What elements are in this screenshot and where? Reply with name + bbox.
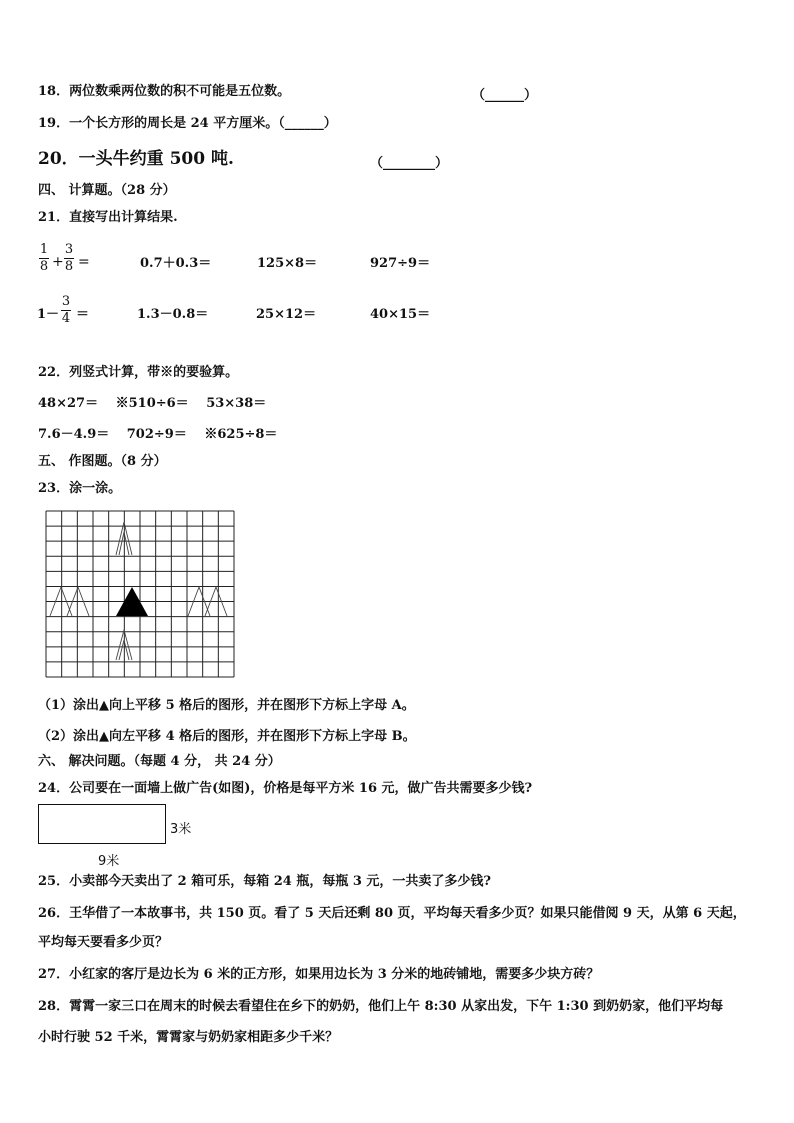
question-23-part-2: （2）涂出▲向左平移 4 格后的图形，并在图形下方标上字母 B。 [38,729,416,744]
fraction-1-8 [39,243,49,274]
question-22-row-1: 48×27＝ ※510÷6＝ 53×38＝ [38,396,267,411]
numerator: 1 [39,242,49,257]
question-22: 22．列竖式计算，带※的要验算。 [38,365,239,380]
expression-927div9: 927÷9＝ [370,256,431,271]
question-23-part-1: （1）涂出▲向上平移 5 格后的图形，并在图形下方标上字母 A。 [38,698,415,713]
question-26-line-1: 26．王华借了一本故事书，共 150 页。看了 5 天后还剩 80 页，平均每天看多少页？如果只能借阅 9 天，从第 6 天起， [38,906,746,921]
numerator: 3 [64,242,74,257]
expression-1.3-minus-0.8: 1.3－0.8＝ [137,307,209,322]
question-19: 19．一个长方形的周长是 24 平方厘米。（______） [38,116,337,131]
question-23: 23．涂一涂。 [38,481,122,496]
section-4-heading: 四、 计算题。（28 分） [38,183,176,198]
plus-sign: + [52,254,64,270]
equals-sign: ＝ [76,307,90,322]
numerator: 3 [61,294,71,309]
question-28-line-1: 28．霄霄一家三口在周末的时候去看望住在乡下的奶奶，他们上午 8:30 从家出发，下午 1:30 到奶奶家，他们平均每 [38,999,724,1014]
question-25: 25．小卖部今天卖出了 2 箱可乐，每箱 24 瓶，每瓶 3 元，一共卖了多少钱? [38,874,492,889]
section-6-heading: 六、 解决问题。（每题 4 分， 共 24 分） [38,754,281,769]
answer-blank-18[interactable]: （______） [472,88,538,103]
height-label: 3米 [170,822,192,837]
question-22-row-2: 7.6－4.9＝ 702÷9＝ ※625÷8＝ [38,427,278,442]
question-24: 24．公司要在一面墙上做广告(如图)，价格是每平方米 16 元，做广告共需要多少钱? [38,781,533,796]
expression-40x15: 40×15＝ [370,307,431,322]
question-26-line-2: 平均每天要看多少页？ [38,935,169,950]
question-20: 20．一头牛约重 500 吨. [38,149,234,169]
section-5-heading: 五、 作图题。（8 分） [38,454,167,469]
expression-25x12: 25×12＝ [256,307,317,322]
advertisement-wall-rectangle [38,804,166,844]
answer-blank-20[interactable]: （________） [370,156,449,171]
question-18: 18．两位数乘两位数的积不可能是五位数。 [38,84,291,99]
denominator: 8 [39,259,49,274]
equals-sign: = [78,254,90,270]
question-28-line-2: 小时行驶 52 千米，霄霄家与奶奶家相距多少千米？ [38,1030,339,1045]
question-27: 27．小红家的客厅是边长为 6 米的正方形，如果用边长为 3 分米的地砖铺地，需要多少块方砖？ [38,967,600,982]
expression-125x8: 125×8＝ [257,256,318,271]
denominator: 4 [61,311,71,326]
fraction-3-8 [64,243,74,274]
question-21: 21．直接写出计算结果. [38,210,178,225]
fraction-3-4 [61,295,71,326]
drawing-grid[interactable] [45,510,235,678]
denominator: 8 [64,259,74,274]
expression-0.7-plus-0.3: 0.7＋0.3＝ [140,256,212,271]
width-label: 9米 [98,854,120,869]
expression-one-minus: 1－ [37,307,60,322]
